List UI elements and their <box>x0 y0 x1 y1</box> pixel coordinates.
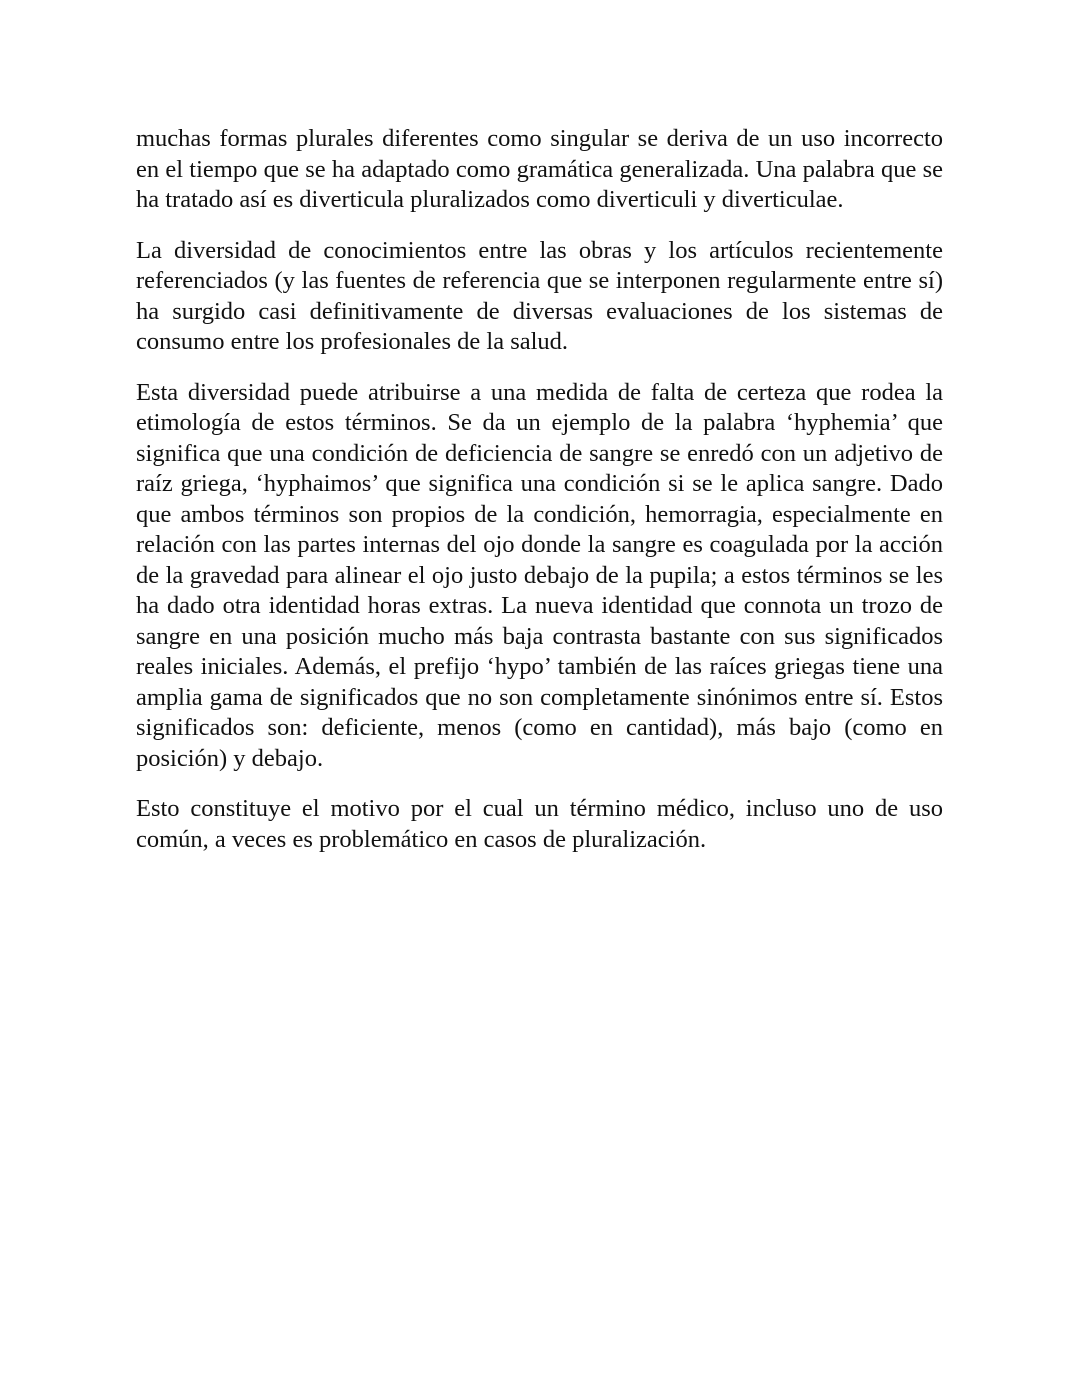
body-text <box>136 124 943 875</box>
paragraph-2: La diversidad de conocimientos entre las obras y los artículos recientemente referenciados (y las fuentes de referencia que se interponen regularmente entre sí) ha surgido casi definitivamente de diversas evaluaciones de los sistemas de consumo entre los profesionales de la salud. <box>136 236 943 355</box>
paragraph-4: Esto constituye el motivo por el cual un término médico, incluso uno de uso común, a veces es problemático en casos de pluralización. <box>136 795 943 853</box>
paragraph-3: Esta diversidad puede atribuirse a una medida de falta de certeza que rodea la etimología de estos términos. Se da un ejemplo de la palabra ‘hyphemia’ que significa que una condición de deficiencia de sangre se enredó con un adjetivo de raíz griega, ‘hyphaimos’ que significa una condición si se le aplica sangre. Dado que ambos términos son propios de la condición, hemorragia, especialmente en relación con las partes internas del ojo donde la sangre es coagulada por la acción de la gravedad para alinear el ojo justo debajo de la pupila; a estos términos se les ha dado otra identidad horas extras. La nueva identidad que connota un trozo de sangre en una posición mucho más baja contrasta bastante con sus significados reales iniciales. Además, el prefijo ‘hypo’ también de las raíces griegas tiene una amplia gama de significados que no son completamente sinónimos entre sí. Estos significados son: deficiente, menos (como en cantidad), más bajo (como en posición) y debajo. <box>136 378 943 772</box>
paragraph-1: muchas formas plurales diferentes como singular se deriva de un uso incorrecto en el tiempo que se ha adaptado como gramática generalizada. Una palabra que se ha tratado así es diverticula pluralizados como diverticuli y diverticulae. <box>136 125 943 213</box>
